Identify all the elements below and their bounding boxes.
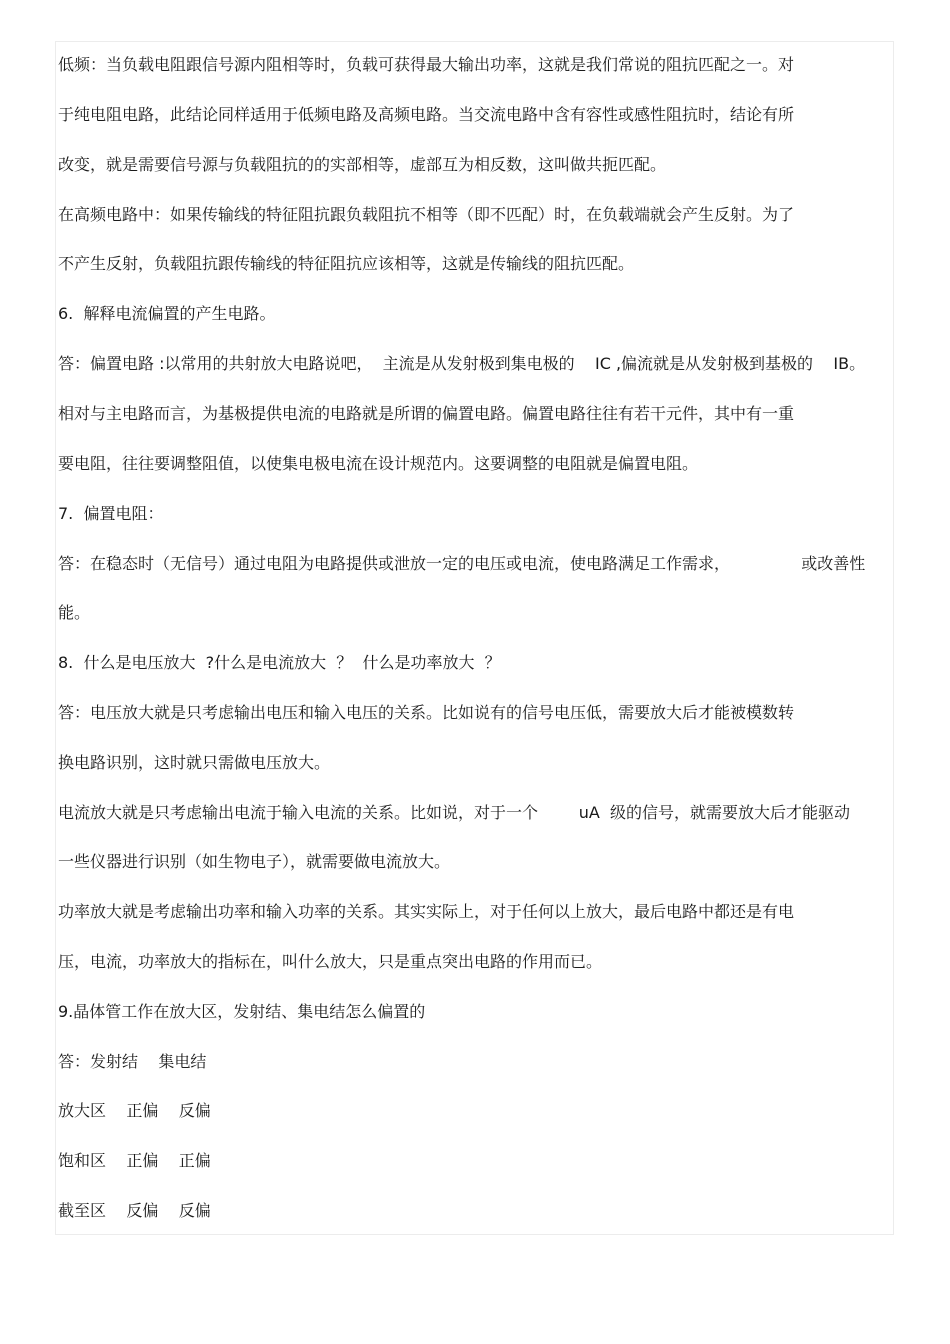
text-line-conjugate-match: 改变，就是需要信号源与负载阻抗的的实部相等，虚部互为相反数，这叫做共扼匹配。 — [58, 155, 667, 174]
text-line-bias-resistor-detail: 要电阻，往往要调整阻值，以使集电极电流在设计规范内。这要调整的电阻就是偏置电阻。 — [58, 454, 699, 473]
text-line-bias-circuit-answer: 答：偏置电路 :以常用的共射放大电路说吧， 主流是从发射极到集电极的 IC ,偏流就是从发射极到基极的 IB。 — [58, 354, 866, 373]
text-line-current-amp: 电流放大就是只考虑输出电流于输入电流的关系。比如说，对于一个 uA 级的信号，就需要放大后才能驱动 — [58, 803, 850, 822]
question-7-heading: 7. 偏置电阻： — [58, 504, 164, 523]
question-6-heading: 6. 解释电流偏置的产生电路。 — [58, 304, 276, 323]
text-line-impedance-pure-resistance: 于纯电阻电路，此结论同样适用于低频电路及高频电路。当交流电路中含有容性或感性阻抗时，结论有所 — [58, 105, 795, 124]
text-line-bias-resistor-answer-end: 能。 — [58, 603, 91, 622]
text-line-bias-circuit-detail: 相对与主电路而言，为基极提供电流的电路就是所谓的偏置电路。偏置电路往往有若干元件，其中有一重 — [58, 404, 795, 423]
question-8-heading: 8. 什么是电压放大 ?什么是电流放大 ？ 什么是功率放大 ？ — [58, 653, 501, 672]
bias-table-row-saturation: 饱和区 正偏 正偏 — [58, 1151, 211, 1170]
text-line-high-freq: 在高频电路中：如果传输线的特征阻抗跟负载阻抗不相等（即不匹配）时，在负载端就会产生反射。为了 — [58, 205, 795, 224]
text-line-power-amp-end: 压，电流，功率放大的指标在，叫什么放大，只是重点突出电路的作用而已。 — [58, 952, 603, 971]
bias-table-row-cutoff: 截至区 反偏 反偏 — [58, 1201, 211, 1220]
text-line-voltage-amp-end: 换电路识别，这时就只需做电压放大。 — [58, 753, 331, 772]
text-line-impedance-low-freq: 低频：当负载电阻跟信号源内阻相等时，负载可获得最大输出功率，这就是我们常说的阻抗匹配之一。对 — [58, 55, 795, 74]
text-line-bias-resistor-answer: 答：在稳态时（无信号）通过电阻为电路提供或泄放一定的电压或电流，使电路满足工作需求， 或改善性 — [58, 554, 866, 573]
text-line-current-amp-end: 一些仪器进行识别（如生物电子），就需要做电流放大。 — [58, 852, 451, 871]
question-9-heading: 9.晶体管工作在放大区，发射结、集电结怎么偏置的 — [58, 1002, 426, 1021]
text-line-voltage-amp: 答：电压放大就是只考虑输出电压和输入电压的关系。比如说有的信号电压低，需要放大后才能被模数转 — [58, 703, 795, 722]
bias-table-row-active: 放大区 正偏 反偏 — [58, 1101, 211, 1120]
text-line-power-amp: 功率放大就是考虑输出功率和输入功率的关系。其实实际上，对于任何以上放大，最后电路中都还是有电 — [58, 902, 795, 921]
text-line-transmission-match: 不产生反射，负载阻抗跟传输线的特征阻抗应该相等，这就是传输线的阻抗匹配。 — [58, 254, 635, 273]
bias-table-header: 答：发射结 集电结 — [58, 1052, 207, 1071]
